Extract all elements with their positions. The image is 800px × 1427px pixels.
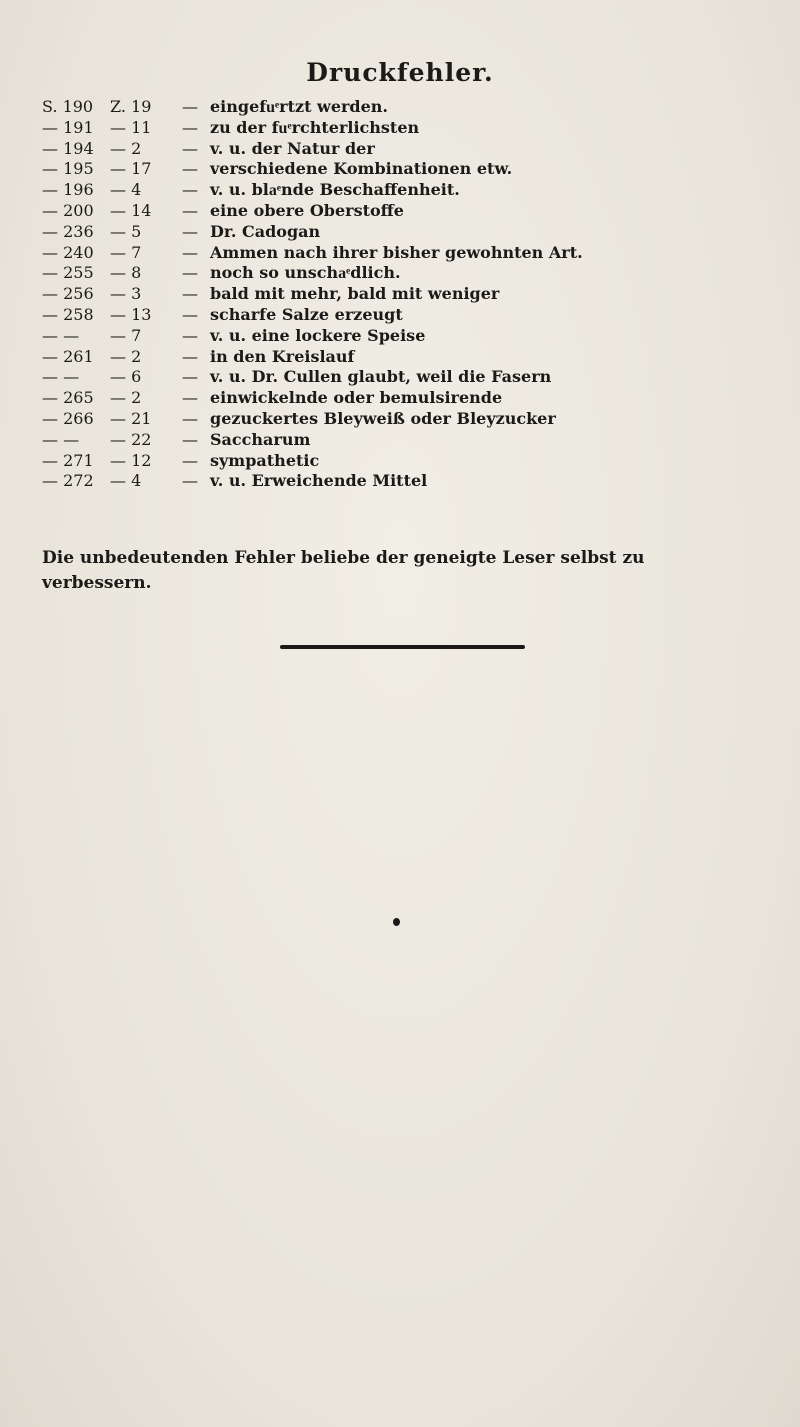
errata-row xyxy=(42,284,762,305)
errata-correction: Ammen nach ihrer bisher gewohnten Art. xyxy=(210,242,583,262)
errata-correction: v. u. Erweichende Mittel xyxy=(210,471,428,491)
errata-correction: bald mit mehr, bald mit weniger xyxy=(210,284,500,304)
errata-row xyxy=(42,263,762,284)
errata-correction: noch so unschaͤdlich. xyxy=(210,263,401,283)
errata-row xyxy=(42,139,762,160)
errata-correction: eingefuͤrtzt werden. xyxy=(210,97,388,116)
errata-line-ref: — 13 xyxy=(110,304,152,324)
errata-page-ref: — 240 xyxy=(42,242,94,262)
errata-line-ref: — 7 xyxy=(110,242,142,262)
errata-correction: Dr. Cadogan xyxy=(210,221,321,241)
errata-page-ref: — 195 xyxy=(42,159,94,179)
errata-page-ref: — 266 xyxy=(42,408,94,428)
errata-line-ref: — 11 xyxy=(110,117,152,137)
errata-page-ref: — 261 xyxy=(42,346,94,366)
errata-separator: — xyxy=(182,304,198,324)
errata-row xyxy=(42,430,762,451)
errata-line-ref: — 2 xyxy=(110,138,142,158)
errata-correction: scharfe Salze erzeugt xyxy=(210,304,403,324)
printed-rule xyxy=(280,645,525,649)
errata-page-ref: — 256 xyxy=(42,284,94,304)
errata-separator: — xyxy=(182,138,198,158)
errata-page-ref: — 196 xyxy=(42,180,94,200)
errata-row xyxy=(42,180,762,201)
errata-row xyxy=(42,159,762,180)
errata-line-ref: — 5 xyxy=(110,221,142,241)
errata-separator: — xyxy=(182,429,198,449)
errata-page-ref: — 236 xyxy=(42,221,94,241)
errata-row xyxy=(42,451,762,472)
errata-page-ref: — 200 xyxy=(42,200,94,220)
errata-correction: v. u. Dr. Cullen glaubt, weil die Fasern xyxy=(210,367,552,387)
errata-separator: — xyxy=(182,221,198,241)
errata-separator: — xyxy=(182,388,198,408)
errata-line-ref: — 3 xyxy=(110,284,142,304)
errata-line-ref: — 4 xyxy=(110,180,142,200)
errata-page-ref: — 265 xyxy=(42,388,94,408)
errata-line-ref: — 12 xyxy=(110,450,152,470)
errata-correction: verschiedene Kombinationen etw. xyxy=(210,159,513,179)
errata-row xyxy=(42,243,762,264)
errata-separator: — xyxy=(182,180,198,200)
errata-row xyxy=(42,367,762,388)
errata-separator: — xyxy=(182,284,198,304)
errata-row xyxy=(42,388,762,409)
errata-correction: eine obere Oberstoffe xyxy=(210,200,404,220)
ink-speck xyxy=(393,918,400,926)
errata-line-ref: — 7 xyxy=(110,325,142,345)
errata-correction: sympathetic xyxy=(210,450,320,470)
errata-separator: — xyxy=(182,408,198,428)
errata-table xyxy=(42,97,762,492)
page-heading: Druckfehler. xyxy=(306,58,494,87)
errata-row xyxy=(42,97,762,118)
errata-separator: — xyxy=(182,200,198,220)
errata-correction: einwickelnde oder bemulsirende xyxy=(210,388,503,408)
errata-page-ref: — 258 xyxy=(42,304,94,324)
errata-correction: Saccharum xyxy=(210,429,311,449)
errata-separator: — xyxy=(182,471,198,491)
errata-row xyxy=(42,305,762,326)
errata-correction: v. u. blaͤnde Beschaffenheit. xyxy=(210,180,460,200)
errata-row xyxy=(42,326,762,347)
errata-row xyxy=(42,222,762,243)
errata-page-ref: — 272 xyxy=(42,471,94,491)
errata-line-ref: Z. 19 xyxy=(110,97,152,116)
errata-page-ref: S. 190 xyxy=(42,97,94,116)
errata-separator: — xyxy=(182,159,198,179)
errata-line-ref: — 14 xyxy=(110,200,152,220)
errata-correction: zu der fuͤrchterlichsten xyxy=(210,117,420,137)
errata-row xyxy=(42,201,762,222)
errata-correction: in den Kreislauf xyxy=(210,346,355,366)
errata-row xyxy=(42,471,762,492)
errata-page-ref: — 271 xyxy=(42,450,94,470)
errata-page-ref: — 194 xyxy=(42,138,94,158)
errata-page-ref: — — xyxy=(42,367,80,387)
errata-correction: v. u. eine lockere Speise xyxy=(210,325,426,345)
errata-line-ref: — 6 xyxy=(110,367,142,387)
errata-line-ref: — 8 xyxy=(110,263,142,283)
errata-page-ref: — — xyxy=(42,325,80,345)
errata-separator: — xyxy=(182,117,198,137)
errata-correction: gezuckertes Bleyweiß oder Bleyzucker xyxy=(210,408,556,428)
errata-row xyxy=(42,347,762,368)
errata-row xyxy=(42,409,762,430)
errata-separator: — xyxy=(182,450,198,470)
errata-line-ref: — 2 xyxy=(110,346,142,366)
errata-page-ref: — 191 xyxy=(42,117,94,137)
errata-row xyxy=(42,118,762,139)
errata-separator: — xyxy=(182,242,198,262)
closing-note: Die unbedeutenden Fehler beliebe der geneigte Leser selbst zu verbessern. xyxy=(42,548,645,593)
errata-separator: — xyxy=(182,97,198,116)
errata-line-ref: — 22 xyxy=(110,429,152,449)
errata-line-ref: — 2 xyxy=(110,388,142,408)
errata-page-ref: — 255 xyxy=(42,263,94,283)
errata-line-ref: — 21 xyxy=(110,408,152,428)
errata-line-ref: — 4 xyxy=(110,471,142,491)
errata-separator: — xyxy=(182,367,198,387)
errata-separator: — xyxy=(182,346,198,366)
errata-line-ref: — 17 xyxy=(110,159,152,179)
errata-correction: v. u. der Natur der xyxy=(210,138,375,158)
errata-separator: — xyxy=(182,263,198,283)
errata-page-ref: — — xyxy=(42,429,80,449)
errata-separator: — xyxy=(182,325,198,345)
